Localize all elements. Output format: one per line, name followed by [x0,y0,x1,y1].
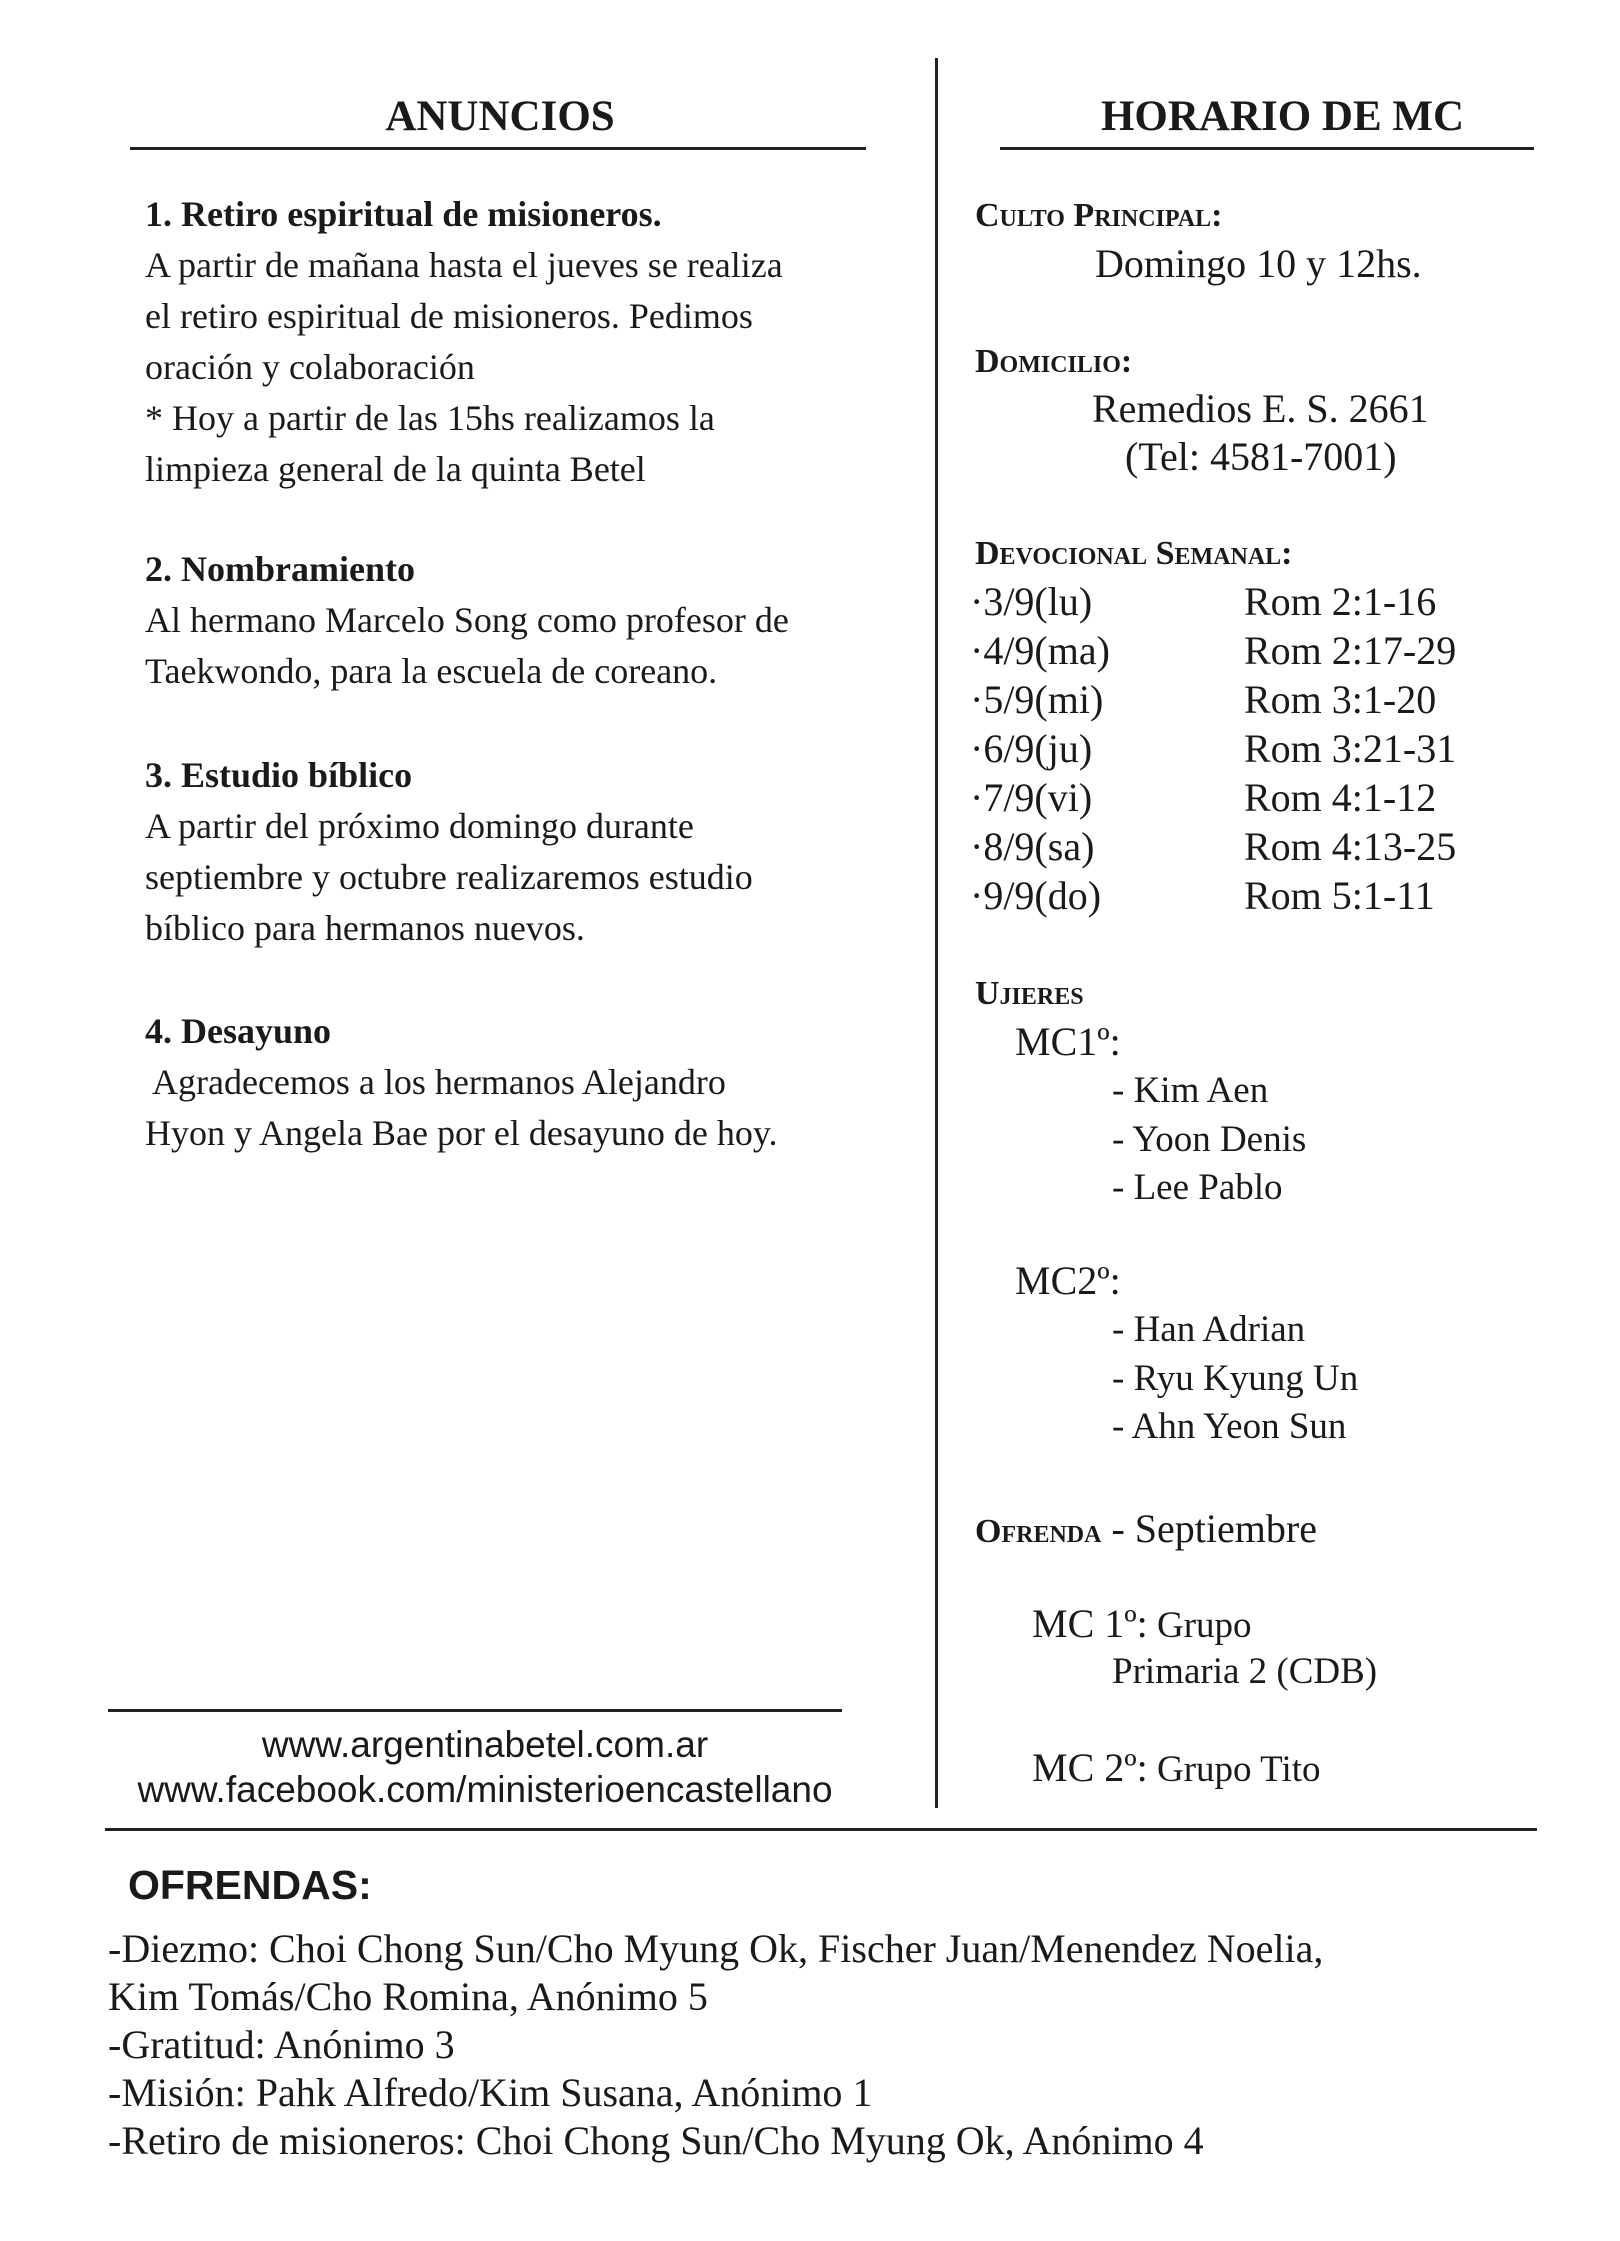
announcement-heading: 4. Desayuno [145,1011,332,1051]
website-link[interactable]: www.argentinabetel.com.ar [261,1724,709,1765]
announcement-line: Al hermano Marcelo Song como profesor de [145,600,789,640]
domicilio-phone: (Tel: 4581-7001) [1125,434,1397,479]
announcement-line: Hyon y Angela Bae por el desayuno de hoy. [145,1113,778,1153]
offerings-title: OFRENDAS: [128,1862,372,1908]
announcement-line: oración y colaboración [145,347,475,387]
devocional-day: ·4/9(ma) [970,628,1110,673]
ujier-name: - Ahn Yeon Sun [1112,1406,1347,1447]
ujier-name: - Yoon Denis [1112,1118,1307,1160]
offering-line: -Diezmo: Choi Chong Sun/Cho Myung Ok, Fischer Juan/Menendez Noelia, [108,1926,1324,1971]
ujieres-group-1-members [1112,1067,1306,1213]
devocional-ref: Rom 4:1-12 [1244,775,1437,820]
announcement-line: * Hoy a partir de las 15hs realizamos la [145,398,715,438]
ofrenda-heading [975,1505,1317,1556]
devocional-row [970,676,1530,725]
devocional-label: Devocional Semanal: [975,535,1293,572]
schedule-title-underline [1000,147,1534,150]
announcement-heading: 2. Nombramiento [145,549,415,589]
announcement-line: A partir del próximo domingo durante [145,806,694,846]
ofrenda-mc1-group-detail: Primaria 2 (CDB) [1112,1651,1378,1692]
announcement-heading: 1. Retiro espiritual de misioneros. [145,194,662,234]
links-divider [108,1709,842,1712]
ujieres-label: Ujieres [975,975,1084,1012]
announcements-title: ANUNCIOS [385,93,615,140]
offering-line: -Misión: Pahk Alfredo/Kim Susana, Anónimo 1 [108,2070,873,2115]
offering-line: -Gratitud: Anónimo 3 [108,2022,455,2067]
devocional-day: ·8/9(sa) [970,824,1095,869]
column-divider [935,58,938,1808]
schedule-title: HORARIO DE MC [1100,93,1465,140]
announcement-2 [145,544,885,697]
devocional-row [970,627,1530,676]
ofrenda-mc1 [1032,1600,1252,1651]
devocional-row [970,823,1530,872]
facebook-link[interactable]: www.facebook.com/ministerioencastellano [137,1769,833,1810]
announcement-4 [145,1006,885,1159]
ujier-name: - Kim Aen [1112,1070,1269,1111]
ujieres-group-2-members [1112,1306,1358,1452]
ofrenda-mc2 [1032,1744,1321,1795]
website-links [80,1722,890,1812]
culto-time: Domingo 10 y 12hs. [1095,241,1422,286]
announcement-line: limpieza general de la quinta Betel [145,449,646,489]
domicilio-address: Remedios E. S. 2661 [1092,386,1429,431]
devocional-ref: Rom 4:13-25 [1244,824,1457,869]
announcement-3 [145,750,885,954]
ujieres-group-name: MC1º: [1015,1019,1121,1064]
devocional-ref: Rom 3:1-20 [1244,677,1437,722]
devocional-day: ·9/9(do) [970,873,1102,918]
ujieres-group-name: MC2º: [1015,1258,1121,1303]
devocional-ref: Rom 3:21-31 [1244,726,1457,771]
announcement-line: Taekwondo, para la escuela de coreano. [145,651,718,691]
devocional-row [970,725,1530,774]
ujier-name: - Han Adrian [1112,1309,1306,1350]
announcement-line: septiembre y octubre realizaremos estudio [145,857,753,897]
announcement-line: bíblico para hermanos nuevos. [145,908,585,948]
ofrenda-mc1-group: Grupo [1147,1605,1252,1646]
devocional-row [970,872,1530,921]
devocional-day: ·7/9(vi) [970,775,1093,820]
announcements-title-underline [130,147,866,150]
announcement-heading: 3. Estudio bíblico [145,755,413,795]
ofrenda-label: Ofrenda [975,1513,1102,1550]
ofrenda-month: - Septiembre [1101,1506,1317,1551]
ujier-name: - Lee Pablo [1112,1167,1283,1208]
offerings-list [108,1925,1588,2165]
devocional-day: ·5/9(mi) [970,677,1104,722]
ofrenda-mc1-label: MC 1º: [1032,1601,1148,1646]
offering-line: -Retiro de misioneros: Choi Chong Sun/Cho Myung Ok, Anónimo 4 [108,2118,1204,2163]
announcement-line: el retiro espiritual de misioneros. Pedimos [145,296,753,336]
devocional-ref: Rom 5:1-11 [1244,873,1435,918]
devocional-ref: Rom 2:1-16 [1244,579,1437,624]
announcement-1 [145,189,885,495]
announcement-line: Agradecemos a los hermanos Alejandro [145,1062,726,1102]
offerings-divider [105,1828,1537,1831]
announcement-line: A partir de mañana hasta el jueves se realiza [145,245,783,285]
devocional-ref: Rom 2:17-29 [1244,628,1457,673]
ofrenda-mc2-label: MC 2º: [1032,1745,1148,1790]
devocional-row [970,578,1530,627]
offering-line: Kim Tomás/Cho Romina, Anónimo 5 [108,1974,708,2019]
ofrenda-mc2-group: Grupo Tito [1147,1749,1321,1790]
culto-label: Culto Principal: [975,197,1223,234]
ujier-name: - Ryu Kyung Un [1112,1357,1359,1399]
devocional-day: ·6/9(ju) [970,726,1093,771]
devocional-row [970,774,1530,823]
devocional-day: ·3/9(lu) [970,579,1093,624]
domicilio-label: Domicilio: [975,343,1133,380]
